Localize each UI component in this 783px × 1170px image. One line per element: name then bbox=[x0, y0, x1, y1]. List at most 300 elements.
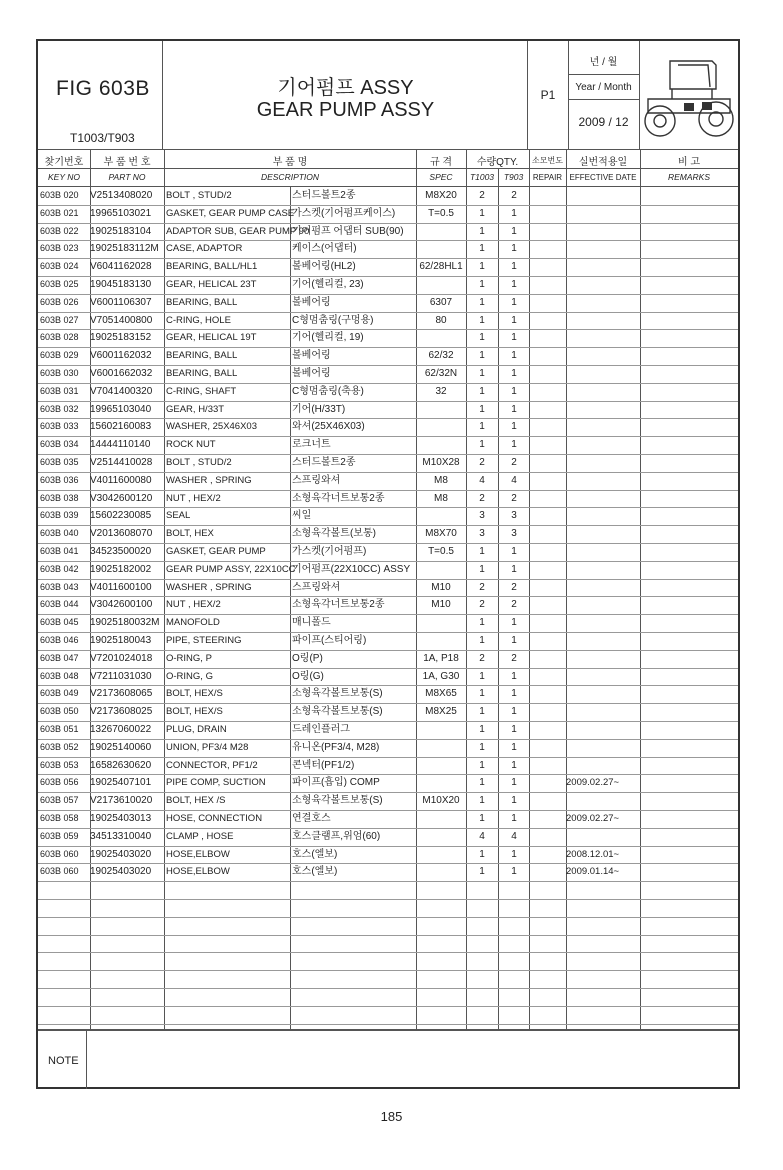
key-no-cell: 603B 026 bbox=[40, 296, 79, 307]
year-month-value: 2009 / 12 bbox=[578, 115, 629, 129]
key-no-cell: 603B 060 bbox=[40, 866, 79, 877]
qty-t1003-cell: 3 bbox=[479, 510, 485, 522]
spec-cell: 32 bbox=[435, 385, 447, 397]
table-row bbox=[38, 650, 738, 668]
table-row bbox=[38, 223, 738, 241]
part-no-cell: 19025182002 bbox=[90, 563, 152, 575]
qty-t1003-cell: 1 bbox=[479, 261, 485, 273]
qty-t903-cell: 2 bbox=[511, 599, 517, 611]
part-no-cell: 19025180043 bbox=[90, 635, 152, 646]
qty-t903-cell: 1 bbox=[511, 724, 517, 735]
description-cell: GASKET, GEAR PUMP bbox=[166, 546, 266, 557]
description-ko-cell: 호스(엘보) bbox=[292, 848, 338, 860]
qty-t1003-cell: 4 bbox=[479, 474, 485, 486]
description-cell: WASHER , SPRING bbox=[166, 581, 252, 593]
description-ko-cell: 소형육각너트보통2종 bbox=[292, 492, 385, 504]
year-month-korean: 년 / 월 bbox=[589, 57, 618, 68]
model-label: T1003/T903 bbox=[70, 131, 135, 145]
key-no-cell: 603B 021 bbox=[40, 207, 79, 218]
key-no-cell: 603B 058 bbox=[40, 813, 79, 823]
part-no-cell: 19025140060 bbox=[90, 741, 152, 753]
description-cell: WASHER , SPRING bbox=[166, 474, 252, 486]
qty-t1003-cell: 2 bbox=[479, 190, 485, 201]
part-no-cell: 19965103021 bbox=[90, 207, 152, 219]
qty-t903-cell: 2 bbox=[511, 652, 517, 664]
table-row bbox=[38, 240, 738, 258]
description-cell: O-RING, G bbox=[166, 670, 213, 682]
part-no-cell: 19045183130 bbox=[90, 279, 152, 290]
table-row bbox=[38, 632, 738, 650]
spec-cell: M8X25 bbox=[425, 706, 457, 718]
qty-t903-cell: 4 bbox=[511, 474, 517, 486]
qty-t1003-cell: 1 bbox=[479, 279, 485, 290]
table-row bbox=[38, 276, 738, 294]
description-cell: BEARING, BALL bbox=[166, 296, 238, 308]
remarks-header-ko: 비 고 bbox=[677, 157, 701, 168]
key-no-cell: 603B 034 bbox=[40, 439, 79, 450]
table-row bbox=[38, 205, 738, 223]
description-cell: BOLT , STUD/2 bbox=[166, 190, 232, 201]
qty-t1003-cell: 1 bbox=[479, 617, 485, 629]
description-ko-cell: 가스켓(기어펌프케이스) bbox=[292, 207, 396, 219]
part-no-cell: V2173608025 bbox=[90, 706, 153, 718]
key-no-cell: 603B 031 bbox=[40, 385, 79, 396]
description-cell: PIPE COMP, SUCTION bbox=[166, 777, 266, 789]
key-no-cell: 603B 039 bbox=[40, 510, 79, 521]
description-ko-cell: 소형육각볼트(보통) bbox=[292, 528, 376, 540]
part-no-cell: V7201024018 bbox=[90, 652, 153, 664]
qty-t903-cell: 1 bbox=[511, 866, 517, 878]
qty-t1003-cell: 1 bbox=[479, 421, 485, 433]
description-ko-cell: 가스켓(기어펌프) bbox=[292, 546, 367, 557]
qty-t1003-cell: 1 bbox=[479, 670, 485, 682]
description-cell: GASKET, GEAR PUMP CASE bbox=[166, 207, 295, 219]
description-cell: C-RING, SHAFT bbox=[166, 385, 237, 397]
table-row bbox=[38, 703, 738, 721]
key-no-cell: 603B 052 bbox=[40, 741, 79, 752]
remarks-header: REMARKS bbox=[667, 172, 711, 182]
description-ko-cell: 볼베어링 bbox=[292, 350, 331, 362]
fig-number: FIG 603B bbox=[56, 77, 150, 100]
qty-t1003-cell: 1 bbox=[479, 403, 485, 415]
page-number: 185 bbox=[380, 1109, 403, 1124]
qty-t903-cell: 1 bbox=[511, 706, 517, 718]
part-no-cell: 14444110140 bbox=[90, 439, 151, 451]
table-row bbox=[38, 757, 738, 775]
description-ko-cell: 기어(헬리컬, 23) bbox=[292, 279, 364, 290]
part-no-cell: V7211031030 bbox=[90, 670, 152, 682]
description-cell: PIPE, STEERING bbox=[166, 635, 242, 646]
description-ko-cell: 호스클램프,위엄(60) bbox=[292, 830, 381, 842]
key-no-cell: 603B 051 bbox=[40, 724, 79, 734]
title-english: GEAR PUMP ASSY bbox=[256, 99, 435, 121]
qty-t1003-cell: 1 bbox=[479, 385, 485, 397]
key-no-cell: 603B 020 bbox=[40, 190, 79, 200]
description-ko-cell: 씨일 bbox=[292, 510, 312, 522]
part-no-cell: 19025403020 bbox=[90, 866, 152, 878]
table-row bbox=[38, 525, 738, 543]
key-header: KEY NO bbox=[48, 172, 80, 182]
table-row bbox=[38, 187, 738, 205]
table-row bbox=[38, 668, 738, 686]
effective-date-cell: 2009.02.27~ bbox=[566, 777, 620, 789]
part-no-cell: 19025180032M bbox=[90, 617, 160, 629]
description-ko-cell: 파이프(흡입) COMP bbox=[292, 777, 380, 789]
qty-t1003-cell: 1 bbox=[479, 563, 485, 575]
page-code: P1 bbox=[540, 88, 556, 102]
key-no-cell: 603B 029 bbox=[40, 350, 79, 361]
description-ko-cell: 로크너트 bbox=[292, 439, 331, 451]
part-no-cell: V6001106307 bbox=[90, 296, 152, 308]
spec-cell: T=0.5 bbox=[428, 207, 454, 219]
description-ko-cell: C형멈춤링(축용) bbox=[292, 385, 364, 397]
part-no-cell: 19025183104 bbox=[90, 225, 152, 237]
table-row bbox=[38, 774, 738, 792]
description-cell: ADAPTOR SUB, GEAR PUMP 90 bbox=[166, 225, 310, 237]
description-ko-cell: 볼베어링 bbox=[292, 296, 331, 308]
effective-date-cell: 2008.12.01~ bbox=[566, 848, 620, 860]
description-ko-cell: 스프링와셔 bbox=[292, 474, 341, 486]
key-no-cell: 603B 041 bbox=[40, 546, 79, 556]
effective-date-cell: 2009.01.14~ bbox=[566, 866, 620, 878]
qty-t903-cell: 1 bbox=[511, 617, 517, 629]
table-row bbox=[38, 258, 738, 276]
part-no-cell: V2013608070 bbox=[90, 528, 153, 540]
part-no-cell: 34513310040 bbox=[90, 830, 152, 842]
table-row bbox=[38, 347, 738, 365]
qty-t1003-cell: 1 bbox=[479, 724, 485, 735]
table-row bbox=[38, 418, 738, 436]
description-ko-cell: 연결호스 bbox=[292, 813, 331, 824]
parts-table-body bbox=[38, 187, 738, 1029]
description-ko-cell: 스터드볼트2종 bbox=[292, 190, 356, 201]
description-ko-cell: O링(P) bbox=[292, 652, 323, 664]
qty-t1003-cell: 1 bbox=[479, 225, 485, 237]
key-no-cell: 603B 049 bbox=[40, 688, 79, 699]
qty-t903-cell: 2 bbox=[511, 492, 517, 504]
table-row bbox=[38, 472, 738, 490]
key-no-cell: 603B 048 bbox=[40, 670, 79, 681]
description-cell: GEAR, HELICAL 23T bbox=[166, 279, 257, 290]
eff-header: EFFECTIVE DATE bbox=[569, 173, 637, 182]
key-no-cell: 603B 035 bbox=[40, 457, 79, 467]
spec-cell: M8 bbox=[434, 474, 448, 486]
key-no-cell: 603B 027 bbox=[40, 314, 79, 325]
description-ko-cell: 드레인플러그 bbox=[292, 724, 350, 735]
description-cell: BEARING, BALL bbox=[166, 350, 238, 362]
qty-t1003-cell: 2 bbox=[479, 652, 485, 664]
table-row bbox=[38, 614, 738, 632]
description-cell: MANOFOLD bbox=[166, 617, 220, 629]
qty-t903-cell: 1 bbox=[511, 848, 517, 860]
description-cell: NUT , HEX/2 bbox=[166, 599, 221, 611]
spec-cell: T=0.5 bbox=[428, 546, 454, 557]
table-row bbox=[38, 561, 738, 579]
part-no-cell: 19025183152 bbox=[90, 332, 152, 344]
qty-t903-header: T903 bbox=[503, 172, 524, 182]
description-cell: BOLT, HEX /S bbox=[166, 795, 226, 807]
description-cell: BOLT, HEX/S bbox=[166, 706, 223, 718]
qty-t1003-cell: 1 bbox=[479, 314, 485, 326]
qty-t903-cell: 1 bbox=[511, 296, 517, 308]
table-row bbox=[38, 828, 738, 846]
qty-t903-cell: 1 bbox=[511, 385, 517, 397]
description-ko-cell: 매니폴드 bbox=[292, 617, 331, 629]
key-no-cell: 603B 050 bbox=[40, 706, 79, 717]
table-row bbox=[38, 543, 738, 561]
description-ko-cell: 기어펌프(22X10CC) ASSY bbox=[292, 563, 411, 575]
key-no-cell: 603B 028 bbox=[40, 332, 79, 343]
spec-cell: 80 bbox=[435, 314, 447, 326]
title-korean: 기어펌프 ASSY bbox=[277, 77, 414, 99]
repair-header: REPAIR bbox=[532, 173, 563, 182]
description-ko-cell: 스터드볼트2종 bbox=[292, 457, 356, 468]
key-no-cell: 603B 059 bbox=[40, 830, 79, 841]
qty-t1003-header: T1003 bbox=[469, 172, 495, 182]
qty-t1003-cell: 1 bbox=[479, 759, 485, 771]
spec-cell: 62/32N bbox=[424, 368, 458, 379]
description-cell: ROCK NUT bbox=[166, 439, 216, 451]
qty-t1003-cell: 2 bbox=[479, 599, 485, 611]
description-cell: C-RING, HOLE bbox=[166, 314, 231, 326]
description-ko-cell: 콘넥터(PF1/2) bbox=[292, 759, 355, 771]
description-cell: GEAR, HELICAL 19T bbox=[166, 332, 257, 344]
qty-t1003-cell: 1 bbox=[479, 706, 485, 718]
qty-t1003-cell: 1 bbox=[479, 813, 485, 824]
description-ko-cell: 볼베어링(HL2) bbox=[292, 261, 356, 273]
key-no-cell: 603B 032 bbox=[40, 403, 79, 414]
part-no-cell: V6001662032 bbox=[90, 368, 153, 379]
year-month-label: Year / Month bbox=[575, 82, 632, 93]
qty-t1003-cell: 2 bbox=[479, 492, 485, 504]
qty-t1003-cell: 1 bbox=[479, 741, 485, 753]
qty-t1003-cell: 4 bbox=[479, 830, 485, 842]
spec-header-ko: 규 격 bbox=[429, 157, 453, 168]
description-ko-cell: 파이프(스티어링) bbox=[292, 635, 367, 646]
part-no-cell: 19025407101 bbox=[90, 777, 152, 789]
spec-cell: M8 bbox=[434, 492, 448, 504]
qty-t903-cell: 1 bbox=[511, 243, 517, 255]
spec-header: SPEC bbox=[429, 172, 453, 182]
qty-t1003-cell: 2 bbox=[479, 581, 485, 593]
effective-date-cell: 2009.02.27~ bbox=[566, 813, 620, 824]
qty-t903-cell: 3 bbox=[511, 528, 517, 540]
qty-t903-cell: 1 bbox=[511, 546, 517, 557]
part-no-cell: 19965103040 bbox=[90, 403, 152, 415]
part-no-cell: 13267060022 bbox=[90, 724, 152, 735]
key-no-cell: 603B 043 bbox=[40, 581, 79, 592]
qty-t903-cell: 1 bbox=[511, 688, 517, 700]
description-ko-cell: 소형육각너트보통2종 bbox=[292, 599, 385, 611]
key-no-cell: 603B 038 bbox=[40, 492, 79, 503]
description-cell: WASHER, 25X46X03 bbox=[166, 421, 257, 433]
spec-cell: M8X20 bbox=[425, 190, 457, 201]
spec-cell: 1A, P18 bbox=[423, 652, 459, 664]
table-row bbox=[38, 810, 738, 828]
description-cell: SEAL bbox=[166, 510, 191, 522]
key-header-ko: 찾기번호 bbox=[44, 157, 84, 168]
description-ko-cell: 케이스(어댑터) bbox=[292, 243, 357, 255]
qty-t903-cell: 1 bbox=[511, 670, 517, 682]
table-row bbox=[38, 454, 738, 472]
description-cell: PLUG, DRAIN bbox=[166, 724, 227, 735]
description-cell: HOSE, CONNECTION bbox=[166, 813, 263, 824]
qty-t903-cell: 1 bbox=[511, 207, 517, 219]
table-row bbox=[38, 863, 738, 881]
part-no-cell: V2513408020 bbox=[90, 190, 153, 201]
description-cell: BEARING, BALL/HL1 bbox=[166, 261, 258, 273]
qty-t1003-cell: 1 bbox=[479, 368, 485, 379]
qty-t903-cell: 1 bbox=[511, 368, 517, 379]
key-no-cell: 603B 046 bbox=[40, 635, 79, 645]
spec-cell: M8X70 bbox=[425, 528, 457, 540]
table-row bbox=[38, 490, 738, 508]
part-no-cell: 19025183112M bbox=[90, 243, 159, 255]
description-ko-cell: 와셔(25X46X03) bbox=[292, 421, 365, 433]
part-no-cell: V4011600100 bbox=[90, 581, 152, 593]
description-ko-cell: 스프링와셔 bbox=[292, 581, 341, 593]
part-no-cell: 15602230085 bbox=[90, 510, 152, 522]
qty-t903-cell: 4 bbox=[511, 830, 517, 842]
description-cell: CONNECTOR, PF1/2 bbox=[166, 759, 258, 771]
table-row bbox=[38, 401, 738, 419]
spec-cell: M10 bbox=[431, 581, 451, 593]
spec-cell: M10 bbox=[431, 599, 451, 611]
qty-t903-cell: 1 bbox=[511, 421, 517, 433]
table-row bbox=[38, 312, 738, 330]
description-ko-cell: 볼베어링 bbox=[292, 368, 331, 379]
part-no-cell: V4011600080 bbox=[90, 474, 152, 486]
part-no-cell: V2173610020 bbox=[90, 795, 153, 807]
description-cell: UNION, PF3/4 M28 bbox=[166, 741, 249, 753]
qty-t1003-cell: 1 bbox=[479, 439, 485, 451]
description-cell: O-RING, P bbox=[166, 652, 212, 664]
description-ko-cell: 소형육각볼트보통(S) bbox=[292, 795, 383, 807]
key-no-cell: 603B 056 bbox=[40, 777, 79, 788]
table-row bbox=[38, 721, 738, 739]
spec-cell: M10X20 bbox=[422, 795, 460, 807]
repair-header-ko: 소모번도 bbox=[532, 156, 563, 165]
key-no-cell: 603B 022 bbox=[40, 225, 79, 236]
part-no-cell: 34523500020 bbox=[90, 546, 152, 557]
qty-t903-cell: 1 bbox=[511, 350, 517, 362]
key-no-cell: 603B 025 bbox=[40, 279, 79, 289]
qty-t1003-cell: 1 bbox=[479, 243, 485, 255]
qty-t903-cell: 1 bbox=[511, 777, 517, 789]
key-no-cell: 603B 033 bbox=[40, 421, 79, 432]
table-row bbox=[38, 365, 738, 383]
qty-t903-cell: 1 bbox=[511, 563, 517, 575]
qty-t903-cell: 3 bbox=[511, 510, 517, 522]
key-no-cell: 603B 024 bbox=[40, 261, 79, 272]
qty-t903-cell: 1 bbox=[511, 314, 517, 326]
description-cell: CASE, ADAPTOR bbox=[166, 243, 243, 255]
description-cell: BOLT , STUD/2 bbox=[166, 457, 232, 468]
qty-t903-cell: 1 bbox=[511, 279, 517, 290]
part-no-cell: 19025403013 bbox=[90, 813, 152, 824]
note-label: NOTE bbox=[48, 1055, 79, 1067]
description-ko-cell: 소형육각볼트보통(S) bbox=[292, 688, 383, 700]
qty-t1003-cell: 1 bbox=[479, 546, 485, 557]
table-row bbox=[38, 596, 738, 614]
qty-t1003-cell: 1 bbox=[479, 350, 485, 362]
part-no-cell: V3042600120 bbox=[90, 492, 153, 504]
key-no-cell: 603B 030 bbox=[40, 368, 79, 378]
description-cell: HOSE,ELBOW bbox=[166, 866, 230, 878]
qty-t903-cell: 2 bbox=[511, 190, 517, 201]
description-ko-cell: 호스(엘보) bbox=[292, 866, 338, 878]
description-cell: HOSE,ELBOW bbox=[166, 848, 230, 860]
qty-t1003-cell: 1 bbox=[479, 296, 485, 308]
part-no-cell: V7051400800 bbox=[90, 314, 153, 326]
qty-t903-cell: 1 bbox=[511, 439, 517, 451]
qty-t1003-cell: 1 bbox=[479, 866, 485, 878]
key-no-cell: 603B 044 bbox=[40, 599, 79, 610]
qty-t903-cell: 1 bbox=[511, 813, 517, 824]
spec-cell: M8X65 bbox=[425, 688, 457, 700]
part-no-cell: 16582630620 bbox=[90, 759, 152, 771]
qty-t903-cell: 2 bbox=[511, 457, 517, 468]
table-row bbox=[38, 792, 738, 810]
table-row bbox=[38, 579, 738, 597]
description-cell: CLAMP , HOSE bbox=[166, 830, 234, 842]
desc-header-ko: 부 품 명 bbox=[272, 157, 308, 168]
description-ko-cell: 기어(H/33T) bbox=[292, 403, 346, 415]
table-row bbox=[38, 436, 738, 454]
key-no-cell: 603B 053 bbox=[40, 759, 79, 770]
key-no-cell: 603B 047 bbox=[40, 652, 79, 663]
table-row bbox=[38, 294, 738, 312]
key-no-cell: 603B 060 bbox=[40, 848, 79, 859]
qty-t1003-cell: 1 bbox=[479, 848, 485, 860]
description-cell: GEAR PUMP ASSY, 22X10CC bbox=[166, 563, 296, 575]
table-row bbox=[38, 507, 738, 525]
spec-cell: 62/32 bbox=[428, 350, 454, 362]
description-cell: GEAR, H/33T bbox=[166, 403, 225, 415]
description-ko-cell: C형멈춤링(구멍용) bbox=[292, 314, 374, 326]
qty-t903-cell: 1 bbox=[511, 403, 517, 415]
table-row bbox=[38, 739, 738, 757]
part-no-cell: V2514410028 bbox=[90, 457, 153, 468]
qty-t1003-cell: 1 bbox=[479, 207, 485, 219]
part-no-cell: V3042600100 bbox=[90, 599, 153, 611]
table-row bbox=[38, 329, 738, 347]
qty-t903-cell: 1 bbox=[511, 225, 517, 237]
eff-header-ko: 실번적용일 bbox=[578, 157, 628, 168]
spec-cell: M10X28 bbox=[422, 457, 460, 468]
qty-t903-cell: 1 bbox=[511, 332, 517, 344]
part-no-cell: V2173608065 bbox=[90, 688, 153, 700]
description-cell: BEARING, BALL bbox=[166, 368, 238, 379]
qty-t1003-cell: 1 bbox=[479, 688, 485, 700]
part-no-cell: V6001162032 bbox=[90, 350, 152, 362]
spec-cell: 62/28HL1 bbox=[419, 261, 463, 273]
part-header-ko: 부 품 번 호 bbox=[103, 157, 151, 168]
table-row bbox=[38, 383, 738, 401]
key-no-cell: 603B 045 bbox=[40, 617, 79, 628]
qty-t903-cell: 1 bbox=[511, 635, 517, 646]
description-ko-cell: 기어펌프 어댑터 SUB(90) bbox=[292, 225, 404, 237]
qty-t903-cell: 1 bbox=[511, 261, 517, 273]
spec-cell: 6307 bbox=[429, 296, 453, 308]
desc-header: DESCRIPTION bbox=[260, 172, 320, 182]
parts-sheet bbox=[36, 39, 740, 1089]
description-ko-cell: 기어(헬리컬, 19) bbox=[292, 332, 364, 344]
qty-t903-cell: 1 bbox=[511, 741, 517, 753]
qty-t1003-cell: 1 bbox=[479, 795, 485, 807]
qty-t1003-cell: 1 bbox=[479, 332, 485, 344]
part-no-cell: 15602160083 bbox=[90, 421, 152, 433]
